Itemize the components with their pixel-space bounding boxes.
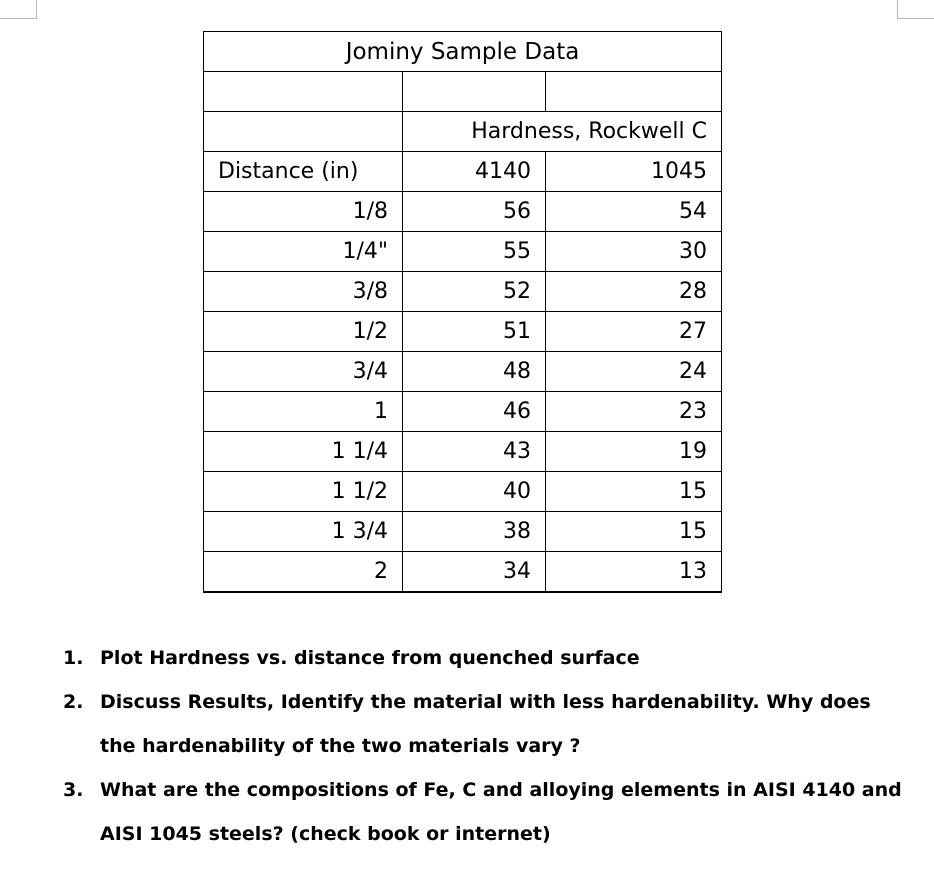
hardness-header: Hardness, Rockwell C	[403, 112, 722, 152]
table-body	[204, 192, 722, 592]
hardness-header-row	[204, 112, 722, 152]
question-text: Plot Hardness vs. distance from quenched surface	[100, 647, 640, 669]
column-header-row	[204, 152, 722, 192]
hardness-4140-cell: 34	[403, 552, 546, 592]
blank-cell	[204, 72, 403, 112]
hardness-1045-cell: 15	[546, 512, 722, 552]
distance-cell: 1/2	[204, 312, 403, 352]
table-title: Jominy Sample Data	[204, 32, 722, 72]
question-number: 2.	[63, 691, 84, 713]
hardness-4140-cell: 52	[403, 272, 546, 312]
distance-cell: 1 1/2	[204, 472, 403, 512]
blank-cell	[204, 112, 403, 152]
table-row	[204, 552, 722, 592]
question-text: Discuss Results, Identify the material with less hardenability. Why does the hardenability of the two materials vary ?	[100, 691, 871, 757]
table-row	[204, 272, 722, 312]
grade-4140-header: 4140	[403, 152, 546, 192]
table-row	[204, 392, 722, 432]
distance-cell: 1 1/4	[204, 432, 403, 472]
table-row	[204, 232, 722, 272]
table-title-row	[204, 32, 722, 72]
table-row	[204, 472, 722, 512]
grade-1045-header: 1045	[546, 152, 722, 192]
distance-cell: 1 3/4	[204, 512, 403, 552]
question-item	[63, 680, 903, 768]
table-row	[204, 432, 722, 472]
hardness-4140-cell: 43	[403, 432, 546, 472]
hardness-1045-cell: 30	[546, 232, 722, 272]
hardness-1045-cell: 19	[546, 432, 722, 472]
table-row	[204, 512, 722, 552]
hardness-1045-cell: 28	[546, 272, 722, 312]
hardness-4140-cell: 48	[403, 352, 546, 392]
table-row	[204, 192, 722, 232]
distance-header: Distance (in)	[204, 152, 403, 192]
question-number: 1.	[63, 647, 84, 669]
distance-cell: 3/8	[204, 272, 403, 312]
hardness-4140-cell: 40	[403, 472, 546, 512]
hardness-4140-cell: 55	[403, 232, 546, 272]
hardness-4140-cell: 51	[403, 312, 546, 352]
hardness-1045-cell: 15	[546, 472, 722, 512]
hardness-4140-cell: 46	[403, 392, 546, 432]
question-item	[63, 768, 903, 856]
distance-cell: 2	[204, 552, 403, 592]
question-list	[63, 636, 903, 856]
hardness-1045-cell: 24	[546, 352, 722, 392]
table-blank-row	[204, 72, 722, 112]
jominy-data-table	[203, 31, 722, 593]
distance-cell: 1/8	[204, 192, 403, 232]
table-row	[204, 312, 722, 352]
question-number: 3.	[63, 779, 84, 801]
table-row	[204, 352, 722, 392]
page-corner-mark-right	[897, 0, 934, 19]
hardness-1045-cell: 13	[546, 552, 722, 592]
page-corner-mark-left	[0, 0, 37, 19]
hardness-4140-cell: 38	[403, 512, 546, 552]
distance-cell: 1	[204, 392, 403, 432]
hardness-1045-cell: 54	[546, 192, 722, 232]
blank-cell	[546, 72, 722, 112]
hardness-1045-cell: 27	[546, 312, 722, 352]
question-text: What are the compositions of Fe, C and alloying elements in AISI 4140 and AISI 1045 steels? (check book or internet)	[100, 779, 902, 845]
question-item	[63, 636, 903, 680]
distance-cell: 1/4"	[204, 232, 403, 272]
hardness-4140-cell: 56	[403, 192, 546, 232]
distance-cell: 3/4	[204, 352, 403, 392]
blank-cell	[403, 72, 546, 112]
hardness-1045-cell: 23	[546, 392, 722, 432]
